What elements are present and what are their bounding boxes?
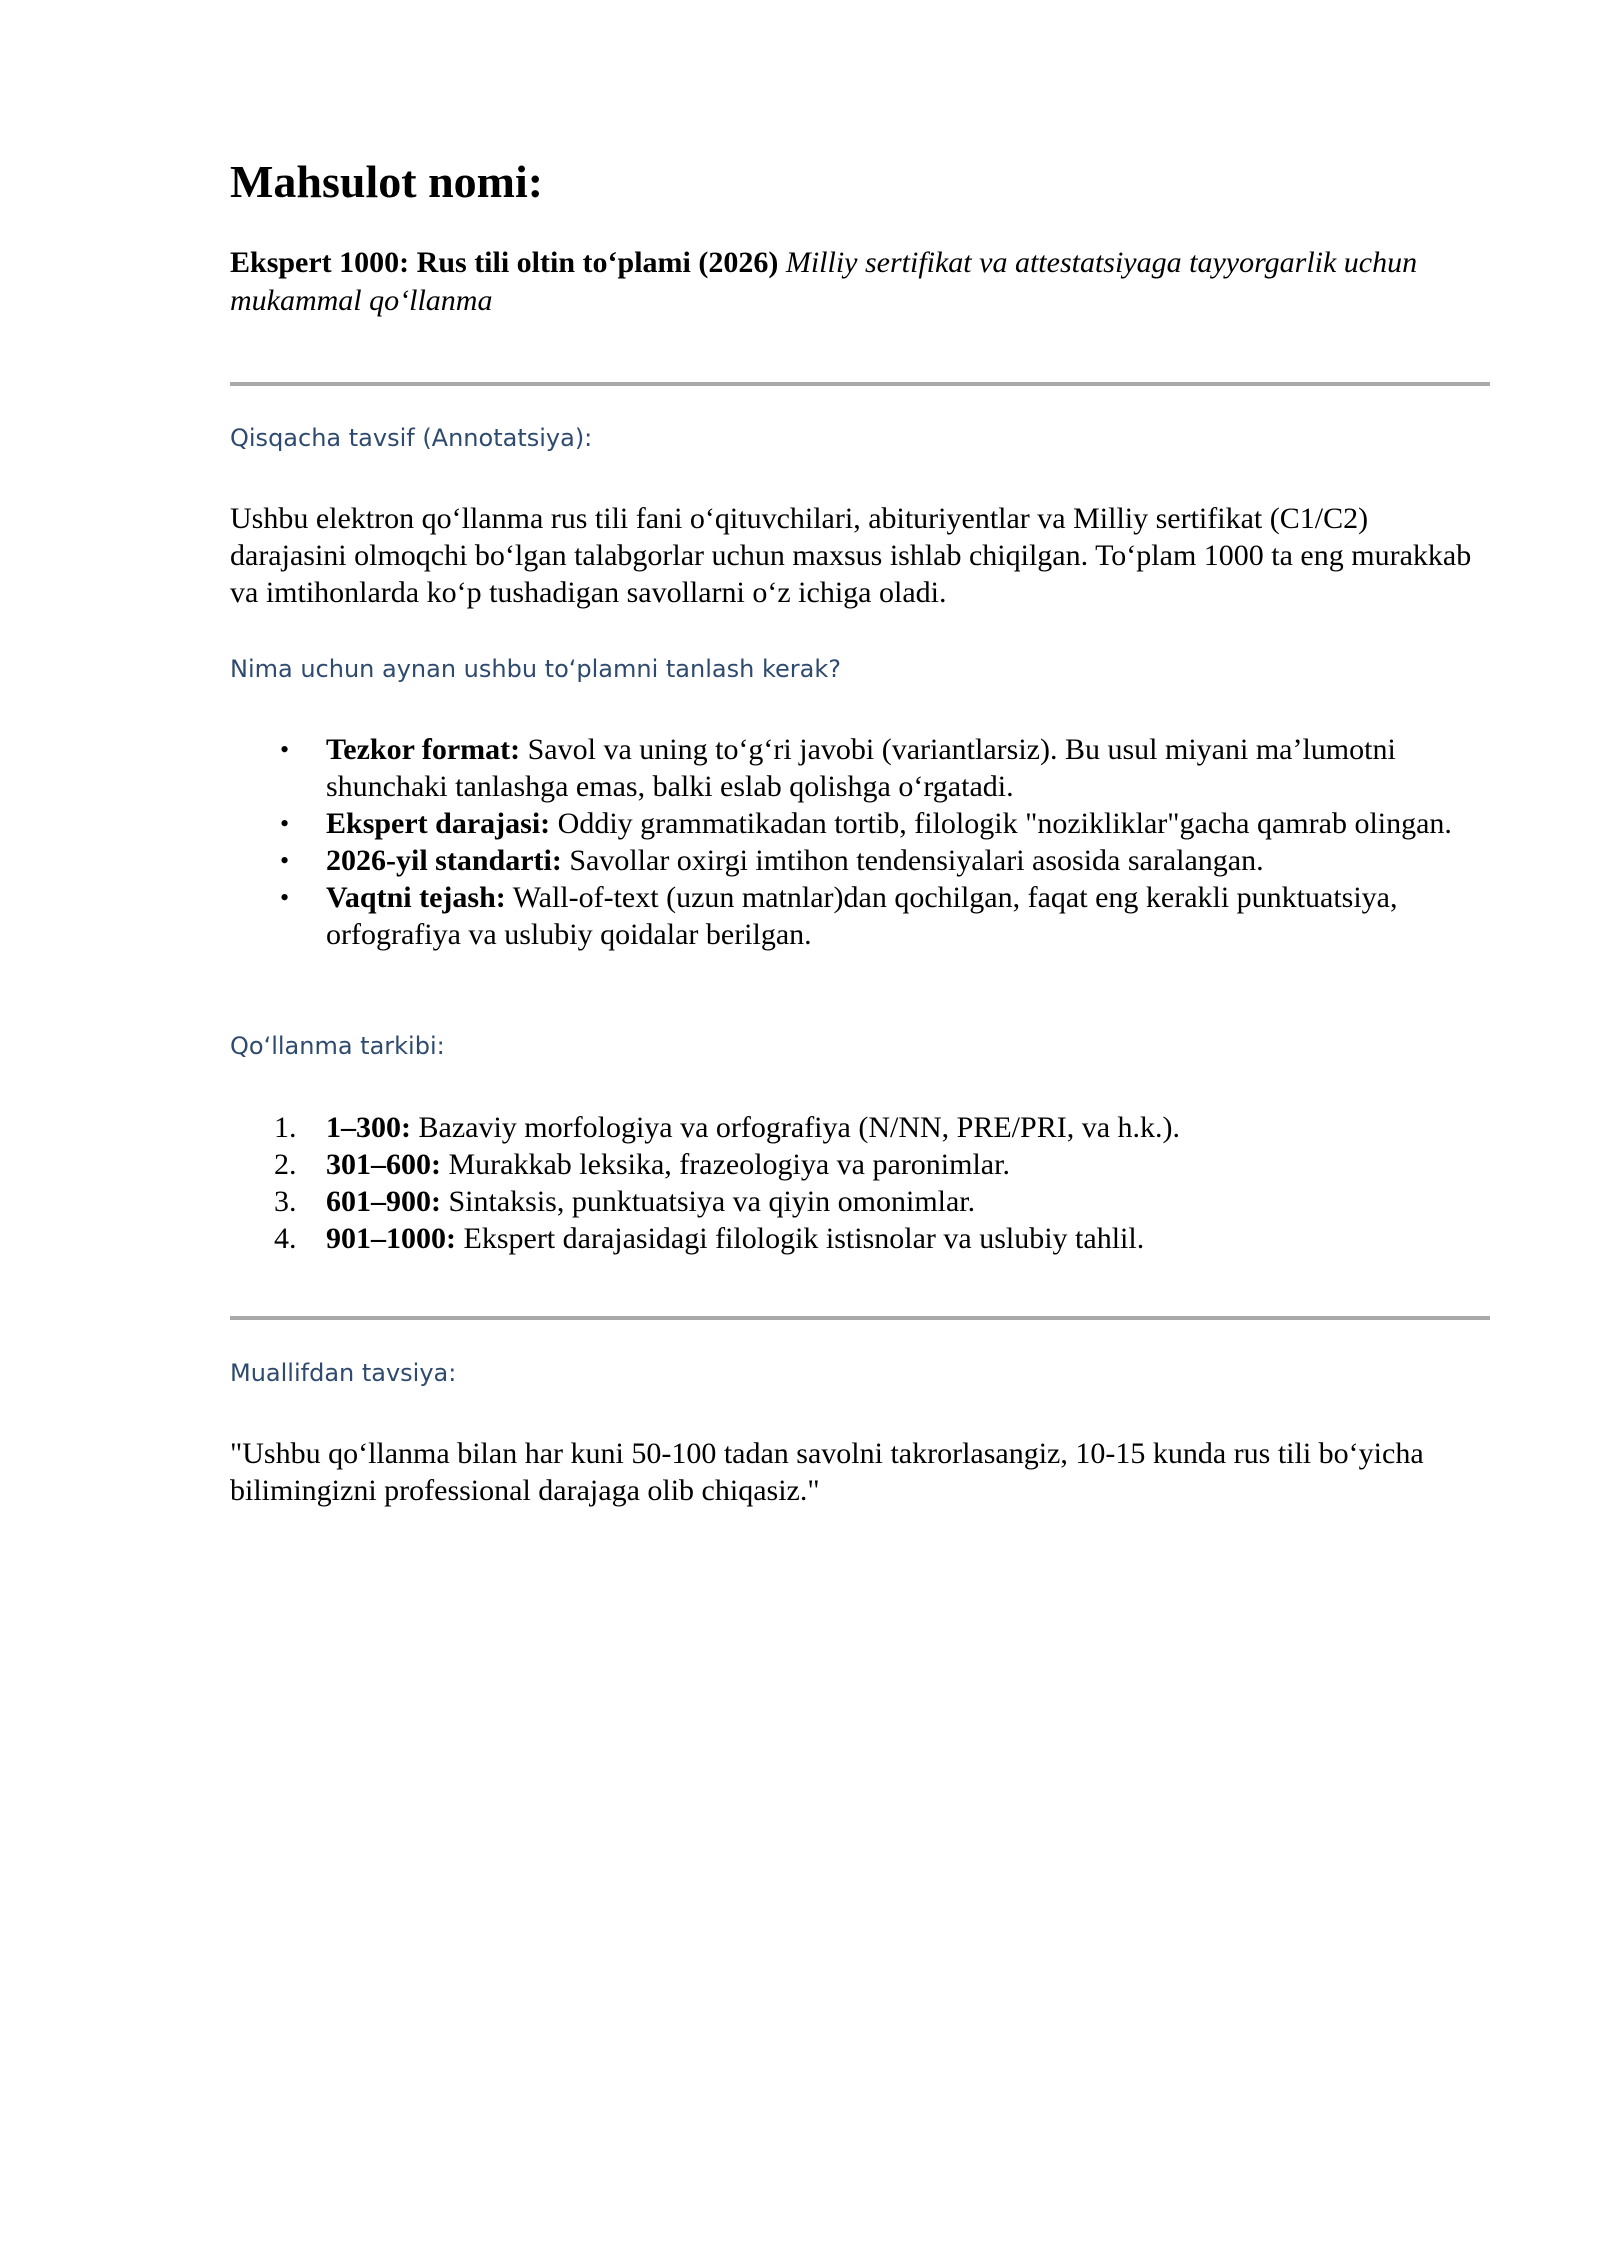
list-item-label: 1–300:	[326, 1111, 411, 1144]
list-item-label: 601–900:	[326, 1185, 441, 1218]
bullet-marker: •	[280, 809, 290, 838]
list-item-text: Oddiy grammatikadan tortib, filologik "nozikliklar"gacha qamrab olingan.	[550, 807, 1452, 840]
page-title: Mahsulot nomi:	[230, 156, 544, 207]
product-name-subtitle: Milliy sertifikat va attestatsiyaga tayyorgarlik uchun mukammal qo‘llanma	[230, 246, 1418, 317]
list-item-text: Savollar oxirgi imtihon tendensiyalari asosida saralangan.	[561, 844, 1264, 877]
annotation-heading: Qisqacha tavsif (Annotatsiya):	[230, 424, 593, 452]
bullet-marker: •	[280, 883, 290, 912]
list-item-label: Vaqtni tejash:	[326, 881, 506, 914]
list-item-text: Ekspert darajasidagi filologik istisnolar va uslubiy tahlil.	[456, 1222, 1145, 1255]
list-item-text: Wall-of-text (uzun matnlar)dan qochilgan, faqat eng kerakli punktuatsiya, orfografiya va uslubiy qoidalar berilgan.	[326, 881, 1398, 951]
product-name-bold: Ekspert 1000: Rus tili oltin to‘plami (2026)	[230, 246, 779, 279]
recommendation-text: "Ushbu qo‘llanma bilan har kuni 50-100 tadan savolni takrorlasangiz, 10-15 kunda rus tili bo‘yicha bilimingizni professional darajaga olib chiqasiz."	[230, 1437, 1424, 1507]
list-item	[230, 1183, 1490, 1220]
annotation-text: Ushbu elektron qo‘llanma rus tili fani o‘qituvchilari, abituriyentlar va Milliy sertifikat (C1/C2) darajasini olmoqchi bo‘lgan talabgorlar uchun maxsus ishlab chiqilgan. To‘plam 1000 ta eng murakkab va imtihonlarda ko‘p tushadigan savollarni o‘z ichiga oladi.	[230, 502, 1472, 609]
bullet-marker: •	[280, 846, 290, 875]
list-item-label: 2026-yil standarti:	[326, 844, 562, 877]
list-item	[230, 1109, 1490, 1146]
list-item-text: Sintaksis, punktuatsiya va qiyin omonimlar.	[441, 1185, 976, 1218]
divider-bottom	[230, 1316, 1490, 1320]
recommendation-heading: Muallifdan tavsiya:	[230, 1359, 457, 1387]
list-item-label: Ekspert darajasi:	[326, 807, 551, 840]
list-item-label: 901–1000:	[326, 1222, 456, 1255]
list-item	[230, 731, 1490, 805]
list-item-text: Savol va uning to‘g‘ri javobi (variantlarsiz). Bu usul miyani ma’lumotni shunchaki tanlashga emas, balki eslab qolishga o‘rgatadi.	[326, 733, 1396, 803]
contents-list	[230, 1109, 1490, 1257]
why-list	[230, 731, 1490, 953]
product-name	[230, 244, 1490, 320]
bullet-marker: •	[280, 735, 290, 764]
list-item-label: Tezkor format:	[326, 733, 521, 766]
list-item	[230, 879, 1490, 953]
list-item-text: Murakkab leksika, frazeologiya va paronimlar.	[441, 1148, 1010, 1181]
number-marker: 4.	[274, 1222, 297, 1255]
list-item-label: 301–600:	[326, 1148, 441, 1181]
number-marker: 3.	[274, 1185, 297, 1218]
why-heading: Nima uchun aynan ushbu to‘plamni tanlash kerak?	[230, 655, 841, 683]
list-item	[230, 842, 1490, 879]
list-item-text: Bazaviy morfologiya va orfografiya (N/NN, PRE/PRI, va h.k.).	[411, 1111, 1180, 1144]
list-item	[230, 1146, 1490, 1183]
number-marker: 1.	[274, 1111, 297, 1144]
list-item	[230, 805, 1490, 842]
divider-top	[230, 382, 1490, 386]
number-marker: 2.	[274, 1148, 297, 1181]
list-item	[230, 1220, 1490, 1257]
contents-heading: Qo‘llanma tarkibi:	[230, 1032, 445, 1060]
